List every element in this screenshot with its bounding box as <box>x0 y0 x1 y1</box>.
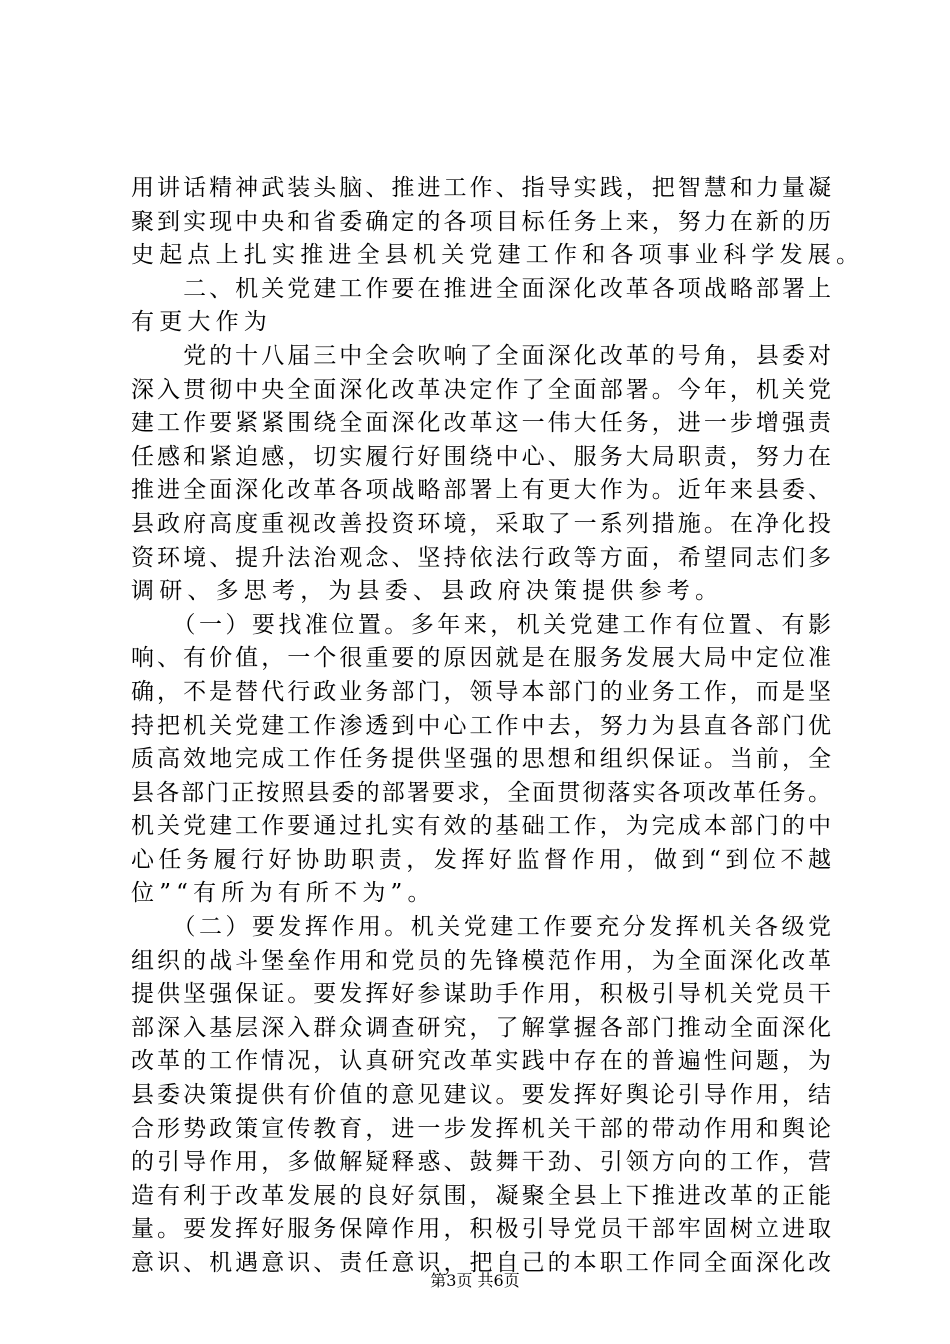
text-line: 的引导作用，多做解疑释惑、鼓舞干劲、引领方向的工作，营 <box>131 1149 831 1176</box>
text-line: 推进全面深化改革各项战略部署上有更大作为。近年来县委、 <box>131 477 831 504</box>
section-heading-line: 有更大作为 <box>131 309 272 336</box>
text-line: 县政府高度重视改善投资环境，采取了一系列措施。在净化投 <box>131 510 831 537</box>
text-line: 意识、机遇意识、责任意识，把自己的本职工作同全面深化改 <box>131 1250 831 1276</box>
text-line: 改革的工作情况，认真研究改革实践中存在的普遍性问题，为 <box>131 1048 831 1075</box>
text-line: 用讲话精神武装头脑、推进工作、指导实践，把智慧和力量凝 <box>131 175 831 201</box>
text-line: 调研、多思考，为县委、县政府决策提供参考。 <box>131 578 724 605</box>
text-line: 聚到实现中央和省委确定的各项目标任务上来，努力在新的历 <box>131 208 831 235</box>
document-body <box>131 172 865 1281</box>
text-line: 组织的战斗堡垒作用和党员的先锋模范作用，为全面深化改革 <box>131 947 831 974</box>
text-line: （一）要找准位置。多年来，机关党建工作有位置、有影 <box>131 611 831 638</box>
text-line: 提供坚强保证。要发挥好参谋助手作用，积极引导机关党员干 <box>131 981 831 1008</box>
text-line: 资环境、提升法治观念、坚持依法行政等方面，希望同志们多 <box>131 544 831 571</box>
text-line: （二）要发挥作用。机关党建工作要充分发挥机关各级党 <box>131 914 831 941</box>
text-line: 史起点上扎实推进全县机关党建工作和各项事业科学发展。 <box>131 242 865 269</box>
text-line: 机关党建工作要通过扎实有效的基础工作，为完成本部门的中 <box>131 813 831 840</box>
text-line: 党的十八届三中全会吹响了全面深化改革的号角，县委对 <box>131 342 831 369</box>
text-line: 确，不是替代行政业务部门，领导本部门的业务工作，而是坚 <box>131 678 831 705</box>
text-line: 持把机关党建工作渗透到中心工作中去，努力为县直各部门优 <box>131 712 831 739</box>
text-line: 县委决策提供有价值的意见建议。要发挥好舆论引导作用，结 <box>131 1082 831 1109</box>
text-line: 部深入基层深入群众调查研究，了解掌握各部门推动全面深化 <box>131 1014 831 1041</box>
text-line: 深入贯彻中央全面深化改革决定作了全面部署。今年，机关党 <box>131 376 831 403</box>
text-line: 任感和紧迫感，切实履行好围绕中心、服务大局职责，努力在 <box>131 443 831 470</box>
text-line: 造有利于改革发展的良好氛围，凝聚全县上下推进改革的正能 <box>131 1182 831 1209</box>
text-line: 心任务履行好协助职责，发挥好监督作用，做到“到位不越 <box>131 846 831 873</box>
text-line: 县各部门正按照县委的部署要求，全面贯彻落实各项改革任务。 <box>131 779 831 806</box>
section-heading-line: 二、机关党建工作要在推进全面深化改革各项战略部署上 <box>131 275 831 302</box>
text-line: 合形势政策宣传教育，进一步发挥机关干部的带动作用和舆论 <box>131 1115 831 1142</box>
text-line: 建工作要紧紧围绕全面深化改革这一伟大任务，进一步增强责 <box>131 410 831 437</box>
page-footer <box>0 1268 950 1291</box>
text-line: 量。要发挥好服务保障作用，积极引导党员干部牢固树立进取 <box>131 1216 831 1243</box>
text-line: 响、有价值，一个很重要的原因就是在服务发展大局中定位准 <box>131 645 831 672</box>
text-line: 质高效地完成工作任务提供坚强的思想和组织保证。当前，全 <box>131 746 831 773</box>
text-line: 位”“有所为有所不为”。 <box>131 880 436 907</box>
page-number-label: 第3页 共6页 <box>430 1271 520 1290</box>
